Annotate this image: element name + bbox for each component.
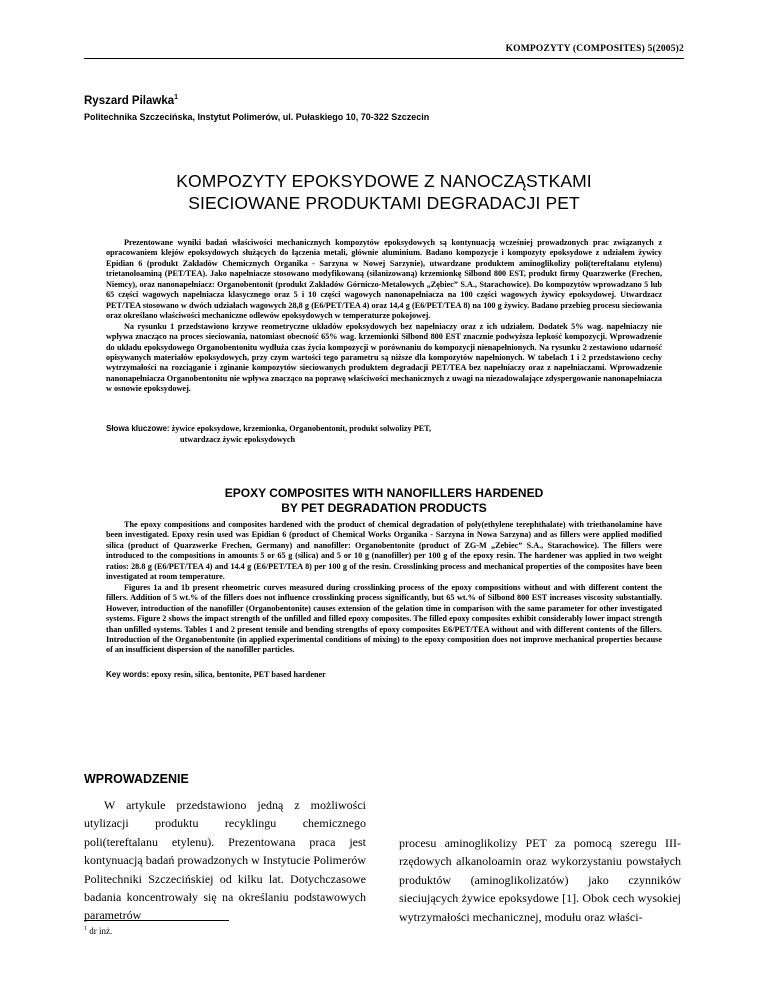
keywords-english-label: Key words: (106, 670, 150, 679)
abstract-english-paragraph-1: The epoxy compositions and composites hardened with the product of chemical degradation of poly(ethylene terephthalate) with triethanolamine have been investigated. Epoxy resin used was Epidian 6 (product of Chemical Works Organika - Sarzyna in Nowa Sarzyna) and as fillers were applied modified silica (product of Quarzwerke Frechen, Germany) and nanofiller: Organobentonite (product of ZG-M „Zebiec” S.A., Starachowice). The fillers were introduced to the compositions in amounts 5 or 65 g (silica) and 5 or 10 g (nanofiller) per 100 g of the epoxy resin. The hardener was applied in two weight ratios: 28.8 g (E6/PET/TEA 4) and 14.4 g (E6/PET/TEA 8) per 100 g of the resin. Crosslinking process and mechanical properties of the composites have been investigated at room temperature. (106, 520, 662, 582)
keywords-polish-line2: utwardzacz żywic epoksydowych (180, 434, 296, 444)
abstract-english (106, 520, 662, 656)
keywords-polish-label: Słowa kluczowe: (106, 424, 170, 433)
abstract-english-paragraph-2: Figures 1a and 1b present rheometric curves measured during crosslinking process of the epoxy compositions without and with different content the fillers. Addition of 5 wt.% of the fillers does not influence crosslinking process significantly, but 65 wt.% of Silbond 800 EST increases viscosity substantially. However, introduction of the nanofiller (Organobentonite) causes extension of the gelation time in comparison with the same parameter for other investigated systems. Figure 2 shows the impact strength of the unfilled and filled epoxy composites. The filled epoxy composites exhibit considerably lower impact strength than unfilled systems. Tables 1 and 2 present tensile and bending strengths of epoxy composites E6/PET/TEA without and with different contents of the fillers. Introduction of the Organobentonite (in applied experimental conditions of mixing) to the epoxy composition does not improve mechanical properties because of an insufficient dispersion of the nanofiller particles. (106, 582, 662, 655)
footnote-rule (84, 920, 229, 921)
abstract-polish (106, 238, 662, 395)
title-polish-line2: SIECIOWANE PRODUKTAMI DEGRADACJI PET (188, 193, 580, 213)
footnote-mark: 1 (84, 926, 87, 932)
keywords-polish-line1: żywice epoksydowe, krzemionka, Organobentonit, produkt solwolizy PET, (171, 424, 432, 433)
author-footnote-mark: 1 (174, 94, 179, 101)
author-name (84, 94, 178, 107)
author-affiliation: Politechnika Szczecińska, Instytut Polimerów, ul. Pułaskiego 10, 70-322 Szczecin (84, 112, 430, 122)
body-column-left (84, 796, 366, 925)
body-column-right (399, 834, 681, 926)
title-english-line2: BY PET DEGRADATION PRODUCTS (281, 500, 487, 515)
title-polish-line1: KOMPOZYTY EPOKSYDOWE Z NANOCZĄSTKAMI (176, 171, 592, 191)
running-head: KOMPOZYTY (COMPOSITES) 5(2005)2 (505, 44, 684, 54)
footnote-text: dr inż. (89, 926, 113, 936)
keywords-english (106, 670, 662, 681)
author-name-text: Ryszard Pilawka (84, 94, 175, 107)
title-english-line1: EPOXY COMPOSITES WITH NANOFILLERS HARDENED (224, 486, 544, 500)
footnote (84, 926, 112, 936)
title-english (84, 486, 684, 515)
header-rule (84, 58, 684, 59)
abstract-polish-paragraph-2: Na rysunku 1 przedstawiono krzywe reometryczne układów epoksydowych bez napełniaczy oraz z ich udziałem. Dodatek 5% wag. napełniaczy nie wpływa znacząco na proces sieciowania, natomiast obecność 65% wag. krzemionki Silbond 800 EST znacznie podwyższa lepkość kompozycji. Wprowadzenie do układu epoksydowego Organobentonitu wydłuża czas życia kompozycji w porównaniu do kompozycji nienapełnionych. Na rysunku 2 zestawiono udarność opisywanych materiałów epoksydowych, przy czym wartości tego parametru są niższe dla kompozytów napełnionych. W tabelach 1 i 2 przedstawiono cechy wytrzymałości na rozciąganie i zginanie kompozytów sieciowanych produktem degradacji PET/TEA bez napełniaczy oraz z napełniaczami. Wprowadzenie nanonapełniacza Organobentonitu nie wpływa znacząco na poprawę właściwości mechanicznych z uwagi na niezadowalające zdyspergowanie nanonapełniacza w osnowie epoksydowej. (106, 321, 662, 394)
title-polish (84, 170, 684, 214)
abstract-polish-paragraph-1: Prezentowane wyniki badań właściwości mechanicznych kompozytów epoksydowych są kontynuacją wcześniej prowadzonych prac związanych z opracowaniem klejów epoksydowych służących do łączenia metali, głównie aluminium. Badano kompozycje i kompozyty epoksydowe z udziałem żywicy Epidian 6 (produkt Zakładów Chemicznych Organika - Sarzyna w Nowej Sarzynie), utwardzane produktem aminoglikolizy poli(tereftalanu etylenu) trietanoloaminą (PET/TEA). Jako napełniacze stosowano modyfikowaną (silanizowaną) krzemionkę Silbond 800 EST, produkt firmy Quarzwerke (Frechen, Niemcy), oraz nanonapełniacz: Organobentonit (produkt Zakładów Górniczo-Metalowych „Zębiec” S.A., Starachowice). Do kompozytów wprowadzano 5 lub 65 części wagowych napełniacza klasycznego oraz 5 i 10 części wagowych nanonapełniacza na 100 części wagowych żywicy epoksydowej. Utwardzacz PET/TEA stosowano w dwóch udziałach wagowych 28,8 g (E6/PET/TEA 4) oraz 14,4 g (E6/PET/TEA 8) na 100 g żywicy. Badano przebieg procesu sieciowania oraz określano właściwości mechaniczne odlewów epoksydowych w temperaturze pokojowej. (106, 238, 662, 321)
keywords-polish (106, 424, 662, 445)
keywords-english-text: epoxy resin, silica, bentonite, PET based hardener (151, 670, 326, 679)
section-heading: WPROWADZENIE (84, 772, 189, 786)
body-left-text: W artykule przedstawiono jedną z możliwości utylizacji produktu recyklingu chemicznego poli(tereftalanu etylenu). Prezentowana praca jest kontynuacją badań prowadzonych w Instytucie Polimerów Politechniki Szczecińskiej od kilku lat. Dotychczasowe badania koncentrowały się na określaniu podstawowych parametrów (84, 798, 366, 923)
body-right-text: procesu aminoglikolizy PET za pomocą szeregu III-rzędowych alkanoloamin oraz wykorzystaniu powstałych produktów (aminoglikolizatów) jako czynników sieciujących żywice epoksydowe [1]. Obok cech wysokiej wytrzymałości mechanicznej, modułu oraz właści- (399, 836, 681, 924)
